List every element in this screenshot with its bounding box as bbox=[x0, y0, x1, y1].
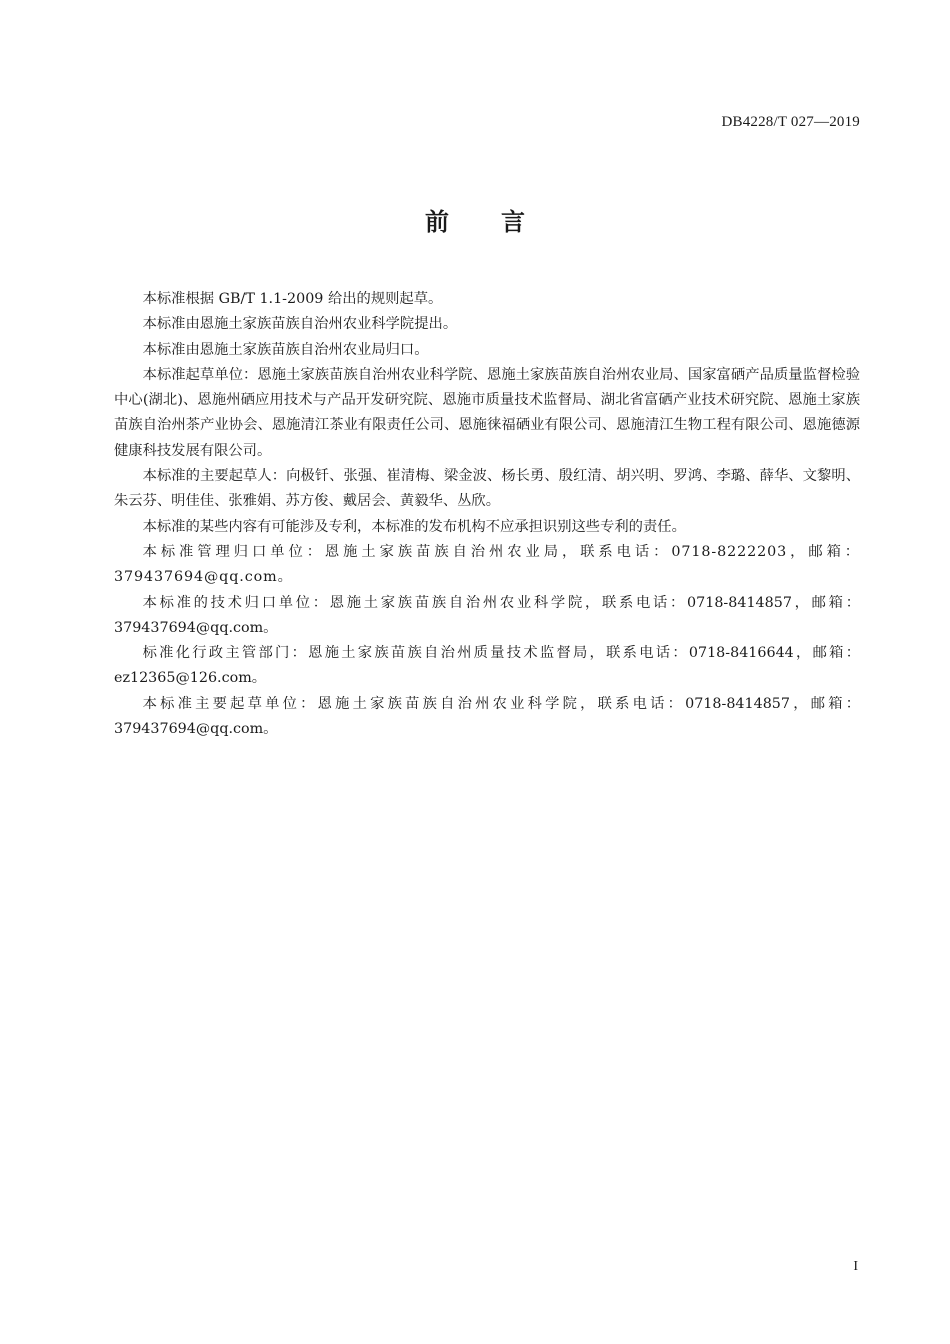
paragraph-main-drafter-contact: 本标准主要起草单位：恩施土家族苗族自治州农业科学院，联系电话：0718-8414857，邮箱：379437694@qq.com。 bbox=[114, 695, 860, 738]
paragraph-proposer: 本标准由恩施土家族苗族自治州农业科学院提出。 bbox=[142, 316, 458, 333]
page-number: I bbox=[853, 1259, 858, 1274]
paragraph-patent-notice: 本标准的某些内容有可能涉及专利，本标准的发布机构不应承担识别这些专利的责任。 bbox=[142, 518, 686, 535]
page-title: 前言 bbox=[425, 208, 577, 236]
paragraph-drafting-rules: 本标准根据 GB/T 1.1-2009 给出的规则起草。 bbox=[142, 291, 443, 307]
document-code: DB4228/T 027—2019 bbox=[721, 114, 860, 130]
paragraph-drafting-units: 本标准起草单位：恩施土家族苗族自治州农业科学院、恩施土家族苗族自治州农业局、国家富硒产品质量监督检验中心(湖北)、恩施州硒应用技术与产品开发研究院、恩施市质量技术监督局、湖北省富硒产业技术研究院、恩施土家族苗族自治州茶产业协会、恩施清江茶业有限责任公司、恩施徕福硒业有限公司、恩施清江生物工程有限公司、恩施德源健康科技发展有限公司。 bbox=[114, 366, 860, 459]
paragraph-management-contact: 本标准管理归口单位：恩施土家族苗族自治州农业局，联系电话：0718-8222203，邮箱：379437694@qq.com。 bbox=[114, 543, 860, 586]
paragraph-technical-contact: 本标准的技术归口单位：恩施土家族苗族自治州农业科学院，联系电话：0718-8414857，邮箱：379437694@qq.com。 bbox=[114, 594, 860, 636]
paragraph-main-drafters: 本标准的主要起草人：向极钎、张强、崔清梅、梁金波、杨长勇、殷红清、胡兴明、罗鸿、李璐、薛华、文黎明、朱云芬、明佳佳、张雅娟、苏方俊、戴居会、黄毅华、丛欣。 bbox=[114, 468, 860, 510]
paragraph-centralized-unit: 本标准由恩施土家族苗族自治州农业局归口。 bbox=[142, 341, 429, 358]
paragraph-admin-contact: 标准化行政主管部门：恩施土家族苗族自治州质量技术监督局，联系电话：0718-8416644，邮箱：ez12365@126.com。 bbox=[114, 645, 860, 687]
foreword-body bbox=[114, 287, 860, 742]
